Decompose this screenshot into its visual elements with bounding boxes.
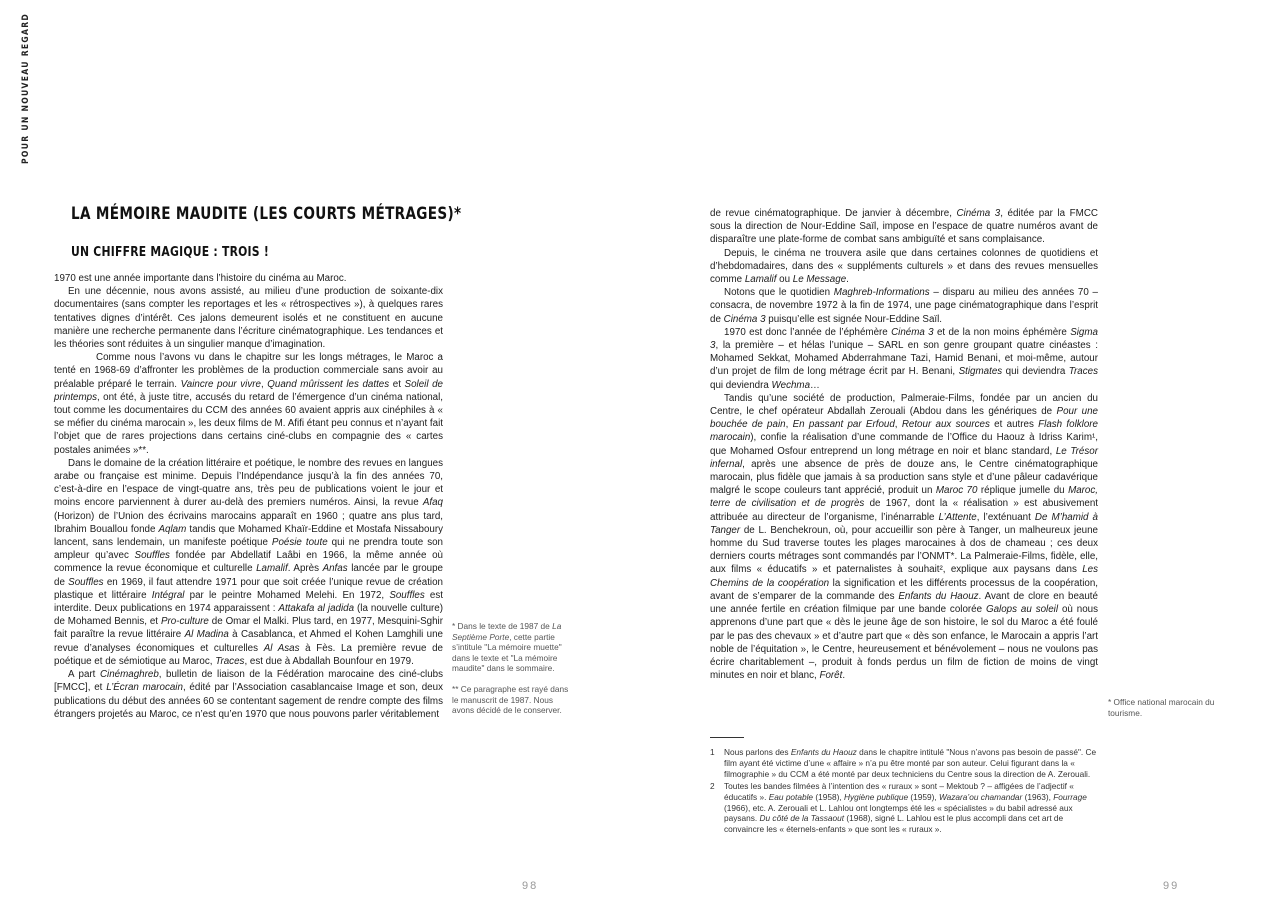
paragraph: 1970 est donc l’année de l’éphémère Cinéma 3 et de la non moins éphémère Sigma 3, la première – et hélas l’unique – SARL en son genre groupant quatre cinéastes : Mohamed Sekkat, Mohamed Abderrahmane Tazi, Hamid Benani, et moi-même, autour d’un projet de film de long métrage écrit par H. Benani, Stigmates qui deviendra Traces qui deviendra Wechma… bbox=[710, 326, 1098, 391]
paragraph: Depuis, le cinéma ne trouvera asile que dans certaines colonnes de quotidiens et d’hebdomadaires, dans des « suppléments culturels » et dans des revues mensuelles comme Lamalif ou Le Message. bbox=[710, 247, 1098, 286]
paragraph: 1970 est une année importante dans l’histoire du cinéma au Maroc. bbox=[54, 273, 347, 284]
footnote: 2 Toutes les bandes filmées à l’intention des « ruraux » sont – Mektoub ? – affigées de l’adjectif « éducatifs ». Eau potable (1958), Hygiène publique (1959), Wazara’ou chamandar (1963), Fourrage (1966), etc. A. Zerouali et L. Lahlou ont longtemps été les « spécialistes » du babil adressé aux paysans. Du côté de la Tassaout (1968), signé L. Lahlou est le plus accompli dans cet art de convaincre les « éternels-enfants » que sont les « ruraux ». bbox=[710, 780, 1087, 835]
paragraph: de revue cinématographique. De janvier à décembre, Cinéma 3, éditée par la FMCC sous la direction de Nour-Eddine Saïl, impose en l’espace de quatre numéros avant de disparaître une plate-forme de combat sans ambiguïté et sans complaisance. bbox=[710, 208, 1098, 246]
section-subtitle: UN CHIFFRE MAGIQUE : TROIS ! bbox=[71, 244, 269, 260]
footnote-number: 2 bbox=[710, 780, 715, 791]
footnote: 1 Nous parlons des Enfants du Haouz dans le chapitre intitulé "Nous n’avons pas besoin de passé". Ce film ayant été victime d’une « affaire » n’a pu être monté par son auteur. Celui figurant dans la « filmographie » du CCM a été monté par deux techniciens du Centre sous la direction de A. Zerouali. bbox=[710, 747, 1097, 779]
footnote-rule bbox=[710, 737, 744, 738]
page-number-left: 98 bbox=[522, 880, 539, 892]
paragraph: En une décennie, nous avons assisté, au milieu d’une production de soixante-dix documentaires (sans compter les reportages et les « rétrospectives »), à quelques rares tentatives dignes d’intérêt. Ces jalons demeurent isolés et ne constituent en aucune manière une recherche permanente dans l’écriture cinématographique. Les tendances et les théories sont réduites à un singulier manque d’imagination. bbox=[54, 286, 443, 351]
paragraph: Notons que le quotidien Maghreb-Informations – disparu au milieu des années 70 – consacra, de novembre 1972 à la fin de 1974, une page cinématographique dans l’esprit de Cinéma 3 puisqu’elle est signée Nour-Eddine Saïl. bbox=[710, 287, 1099, 325]
chapter-title: LA MÉMOIRE MAUDITE (LES COURTS MÉTRAGES)* bbox=[71, 204, 462, 224]
paragraph: A part Cinémaghreb, bulletin de liaison de la Fédération marocaine des ciné-clubs [FMCC], et L’Écran marocain, édité par l’Association casablancaise Image et son, deux publications du début des années 60 se contentant sagement de rendre compte des films étrangers projetés au Maroc, ce n’est qu’en 1970 que nous pouvons parler véritablement bbox=[54, 669, 444, 720]
running-head bbox=[19, 12, 33, 164]
paragraph: Comme nous l’avons vu dans le chapitre sur les longs métrages, le Maroc a tenté en 1968-69 d’affronter les problèmes de la production commerciale sans avoir au préalable préparé le terrain. Vaincre pour vivre, Quand mûrissent les dattes et Soleil de printemps, ont été, à juste titre, accusés du retard de l’émergence d’un cinéma national, tout comme les documentaires du CCM des années 60 avaient appris aux cinéphiles à « se méfier du cinéma marocain », les deux films de M. Afifi étant peu connus et n’ayant fait l’objet que de rares projections dans certains ciné-clubs en compagnie des « cartes postales animées »**. bbox=[54, 352, 443, 456]
footnote-number: 1 bbox=[710, 747, 715, 757]
footnotes bbox=[710, 747, 1098, 836]
margin-note: * Office national marocain du tourisme. bbox=[1108, 697, 1215, 718]
right-text-column bbox=[710, 207, 1098, 682]
running-head-text: POUR UN NOUVEAU REGARD bbox=[21, 12, 31, 164]
paragraph: Dans le domaine de la création littéraire et poétique, le nombre des revues en langues arabe ou française est minime. Depuis l’Indépendance jusqu’à la fin des années 70, c’est-à-dire en l’espace de vingt-quatre ans, très peu de publications voient le jour et moins encore parviennent à durer au-delà des premiers numéros. Ainsi, la revue Afaq (Horizon) de l’Union des écrivains marocains apparaît en 1960 ; quatre ans plus tard, Ibrahim Bouallou fonde Aqlam tandis que Mohamed Khaïr-Eddine et Mostafa Nissaboury lancent, sans lendemain, un manifeste poétique Poésie toute qui ne prendra toute son ampleur qu’avec Souffles fondée par Abdellatif Laâbi en 1966, la même année où commence la revue économique et culturelle Lamalif. Après Anfas lancée par le groupe de Souffles en 1969, il faut attendre 1971 pour que soit créée l’unique revue de création plastique et littéraire Intégral par le peintre Mohamed Melehi. En 1972, Souffles est interdite. Deux publications en 1974 apparaissent : Attakafa al jadida (la nouvelle culture) de Mohamed Bennis, et Pro-culture de Omar el Malki. Plus tard, en 1977, Mesquini-Sghir fait paraître la revue littéraire Al Madina à Casablanca, et Ahmed el Kohen Lamghili une revue d’analyses économiques et culturelles Al Asas à Fès. La première revue de poétique et de sémiotique au Maroc, Traces, est due à Abdallah Bounfour en 1979. bbox=[54, 457, 444, 667]
margin-note: ** Ce paragraphe est rayé dans le manuscrit de 1987. Nous avons décidé de le conserver. bbox=[452, 683, 569, 716]
margin-notes bbox=[452, 621, 570, 726]
margin-note-right bbox=[1108, 697, 1233, 728]
paragraph: Tandis qu’une société de production, Palmeraie-Films, fondée par un ancien du Centre, le chef opérateur Abdallah Zerouali (Abdou dans les génériques de Pour une bouchée de pain, En passant par Erfoud, Retour aux sources et autres Flash folklore marocain), confie la réalisation d’une commande de l’Office du Haouz à Idriss Karim¹, que Mohamed Osfour entreprend un long métrage en noir et blanc standard, Le Trésor infernal, après une absence de près de douze ans, le Centre cinématographique marocain, plus fidèle que jamais à sa production sans style et d’une pâleur cadavérique malgré le scope couleurs tant apprécié, produit un Maroc 70 réplique jumelle du Maroc, terre de civilisation et de progrès de 1967, dont la « réalisation » est abusivement attribuée au directeur de l’organisme, l’inénarrable L’Attente, l’exténuant De M’hamid à Tanger de L. Benchekroun, où, pour accueillir son père à Tanger, un malheureux jeune homme du Sud traverse toutes les plages marocaines à dos de chameau ; ces deux derniers courts métrages sont commandés par l’ONMT*. La Palmeraie-Films, fidèle, elle, aux films « éducatifs » et paternalistes à souhait², explique aux paysans dans Les Chemins de la coopération la signification et les différents processus de la coopération, avant de s’emparer de la commande des Enfants du Haouz. Avant de clore en beauté une année fertile en création filmique par une bande colorée Galops au soleil où nous apprenons d’une part que « dès le jeune âge de son histoire, le sol du Maroc a été foulé par le pas des chevaux » et d’autre part que « dès son enfance, le Marocain a appris l’art noble de l’équitation », le Centre, heureusement et bénévolement – nous ne voulons pas écrire charitablement –, produit à fonds perdus un film de fiction de moins de vingt minutes en noir et blanc, Forêt. bbox=[710, 392, 1099, 682]
margin-note: * Dans le texte de 1987 de La Septième Porte, cette partie s’intitule "La mémoire muette" dans le texte et "La mémoire maudite" dans le sommaire. bbox=[452, 621, 562, 674]
page-number-right: 99 bbox=[1163, 880, 1180, 892]
left-text-column bbox=[54, 272, 443, 721]
